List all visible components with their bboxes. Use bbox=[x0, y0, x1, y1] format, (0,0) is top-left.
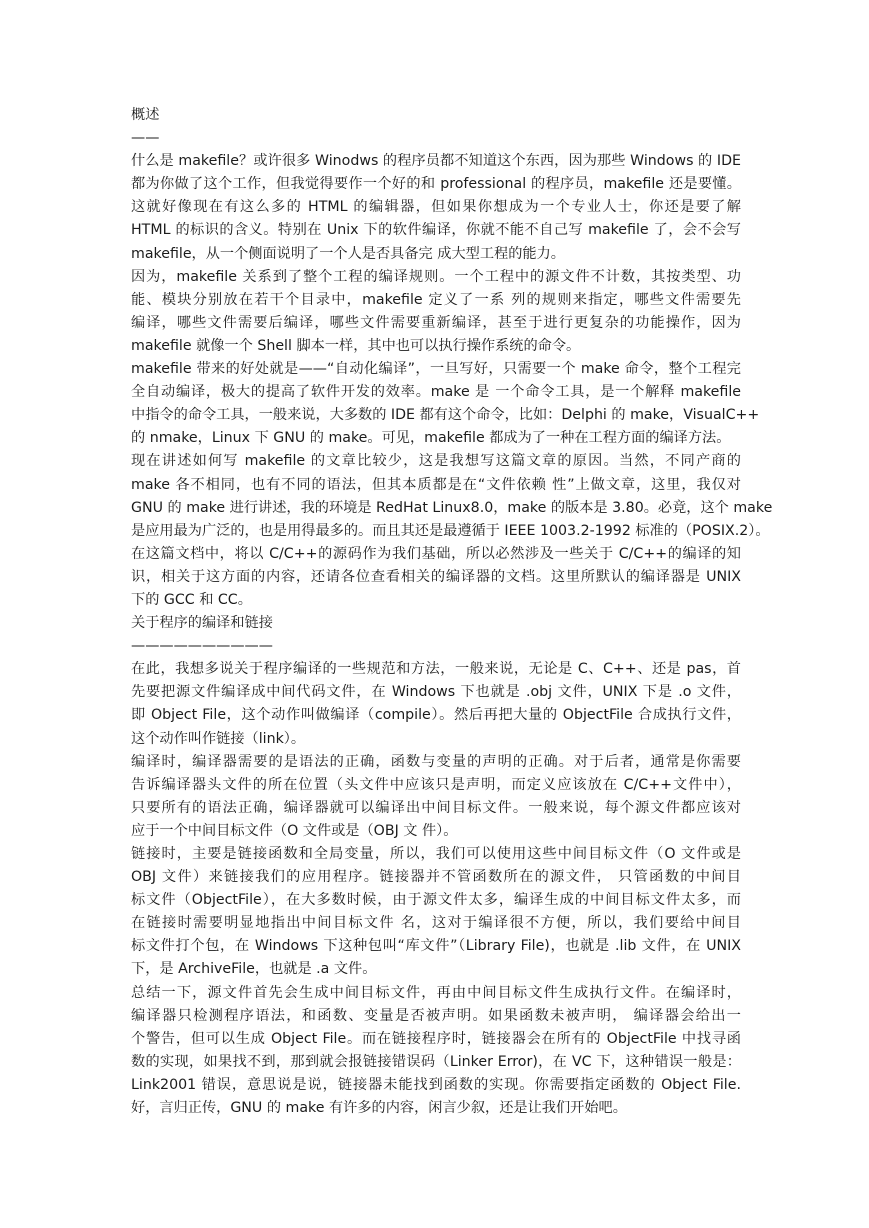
text-line: 现在讲述如何写 makefile 的文章比较少，这是我想写这篇文章的原因。当然，不同产商的 bbox=[131, 453, 741, 470]
text-line: 识，相关于这方面的内容，还请各位查看相关的编译器的文档。这里所默认的编译器是 UNIX bbox=[131, 568, 741, 585]
text-line: HTML 的标识的含义。特别在 Unix 下的软件编译，你就不能不自己写 makefile 了，会不会写 bbox=[131, 222, 741, 239]
text-line: 下，是 ArchiveFile，也就是 .a 文件。 bbox=[131, 961, 377, 978]
text-line: Link2001 错误，意思说是说，链接器未能找到函数的实现。你需要指定函数的 Object File. bbox=[131, 1076, 741, 1093]
text-line: 在这篇文档中，将以 C/C++的源码作为我们基础，所以必然涉及一些关于 C/C++的编译的知 bbox=[131, 545, 741, 562]
text-line: 链接时，主要是链接函数和全局变量，所以，我们可以使用这些中间目标文件（O 文件或是 bbox=[131, 846, 741, 862]
text-line: 这个动作叫作链接（link）。 bbox=[131, 730, 306, 747]
text-line: 因为，makefile 关系到了整个工程的编译规则。一个工程中的源文件不计数，其按类型、功 bbox=[131, 268, 741, 285]
document-body bbox=[131, 104, 773, 1120]
text-line: 标文件打个包，在 Windows 下这种包叫“库文件”（Library File)，也就是 .lib 文件，在 UNIX bbox=[131, 938, 741, 955]
text-line: 先要把源文件编译成中间代码文件，在 Windows 下也就是 .obj 文件，UNIX 下是 .o 文件， bbox=[131, 684, 741, 701]
text-line: 的 nmake，Linux 下 GNU 的 make。可见，makefile 都成为了一种在工程方面的编译方法。 bbox=[131, 430, 731, 447]
text-line: make 各不相同，也有不同的语法，但其本质都是在“文件依赖 性”上做文章，这里，我仅对 bbox=[131, 476, 741, 493]
text-line: 只要所有的语法正确，编译器就可以编译出中间目标文件。一般来说，每个源文件都应该对 bbox=[131, 799, 741, 816]
text-line: makefile，从一个侧面说明了一个人是否具备完 成大型工程的能力。 bbox=[131, 245, 565, 262]
text-line: 告诉编译器头文件的所在位置（头文件中应该只是声明，而定义应该放在 C/C++文件中）， bbox=[131, 776, 741, 793]
text-line: 好，言归正传，GNU 的 make 有许多的内容，闲言少叙，还是让我们开始吧。 bbox=[131, 1100, 627, 1117]
text-line: 全自动编译，极大的提高了软件开发的效率。make 是 一个命令工具，是一个解释 makefile bbox=[131, 384, 741, 401]
text-line: 这就好像现在有这么多的 HTML 的编辑器，但如果你想成为一个专业人士，你还是要了解 bbox=[131, 199, 741, 216]
text-line: 编译，哪些文件需要后编译，哪些文件需要重新编译，甚至于进行更复杂的功能操作，因为 bbox=[131, 314, 741, 331]
text-line: 什么是 makefile？或许很多 Winodws 的程序员都不知道这个东西，因为那些 Windows 的 IDE bbox=[131, 153, 741, 170]
text-line: 是应用最为广泛的，也是用得最多的。而且其还是最遵循于 IEEE 1003.2-1992 标准的（POSIX.2）。 bbox=[131, 522, 770, 539]
section-heading: 关于程序的编译和链接 bbox=[131, 615, 273, 632]
text-line: 应于一个中间目标文件（O 文件或是（OBJ 文 件）。 bbox=[131, 822, 458, 839]
text-line: 编译时，编译器需要的是语法的正确，函数与变量的声明的正确。对于后者，通常是你需要 bbox=[131, 753, 741, 770]
text-line: 个警告，但可以生成 Object File。而在链接程序时，链接器会在所有的 ObjectFile 中找寻函 bbox=[131, 1030, 741, 1047]
section-heading: 概述 bbox=[131, 107, 160, 123]
text-line: 总结一下，源文件首先会生成中间目标文件，再由中间目标文件生成执行文件。在编译时， bbox=[131, 984, 741, 1001]
text-line: 标文件（ObjectFile），在大多数时候，由于源文件太多，编译生成的中间目标文件太多，而 bbox=[131, 892, 741, 909]
heading-underline: —————————— bbox=[131, 638, 273, 655]
heading-underline: —— bbox=[131, 130, 160, 147]
text-line: 在此，我想多说关于程序编译的一些规范和方法，一般来说，无论是 C、C++、还是 pas，首 bbox=[131, 661, 741, 678]
text-line: 编译器只检测程序语法，和函数、变量是否被声明。如果函数未被声明， 编译器会给出一 bbox=[131, 1007, 741, 1024]
text-line: 下的 GCC 和 CC。 bbox=[131, 591, 252, 608]
text-line: 即 Object File，这个动作叫做编译（compile）。然后再把大量的 ObjectFile 合成执行文件， bbox=[131, 707, 741, 724]
text-line: 数的实现，如果找不到，那到就会报链接错误码（Linker Error)，在 VC 下，这种错误一般是： bbox=[131, 1053, 741, 1070]
text-line: GNU 的 make 进行讲述，我的环境是 RedHat Linux8.0，make 的版本是 3.80。必竟，这个 make bbox=[131, 499, 773, 516]
text-line: makefile 就像一个 Shell 脚本一样，其中也可以执行操作系统的命令。 bbox=[131, 337, 581, 354]
text-line: makefile 带来的好处就是——“自动化编译”，一旦写好，只需要一个 make 命令，整个工程完 bbox=[131, 361, 741, 378]
text-line: 都为你做了这个工作，但我觉得要作一个好的和 professional 的程序员，makefile 还是要懂。 bbox=[131, 176, 741, 193]
text-line: 中指令的命令工具，一般来说，大多数的 IDE 都有这个命令，比如：Delphi 的 make，VisualC++ bbox=[131, 407, 760, 424]
text-line: OBJ 文件）来链接我们的应用程序。链接器并不管函数所在的源文件， 只管函数的中间目 bbox=[131, 869, 741, 886]
text-line: 在链接时需要明显地指出中间目标文件 名，这对于编译很不方便，所以，我们要给中间目 bbox=[131, 915, 741, 932]
text-line: 能、模块分别放在若干个目录中，makefile 定义了一系 列的规则来指定，哪些文件需要先 bbox=[131, 291, 741, 308]
